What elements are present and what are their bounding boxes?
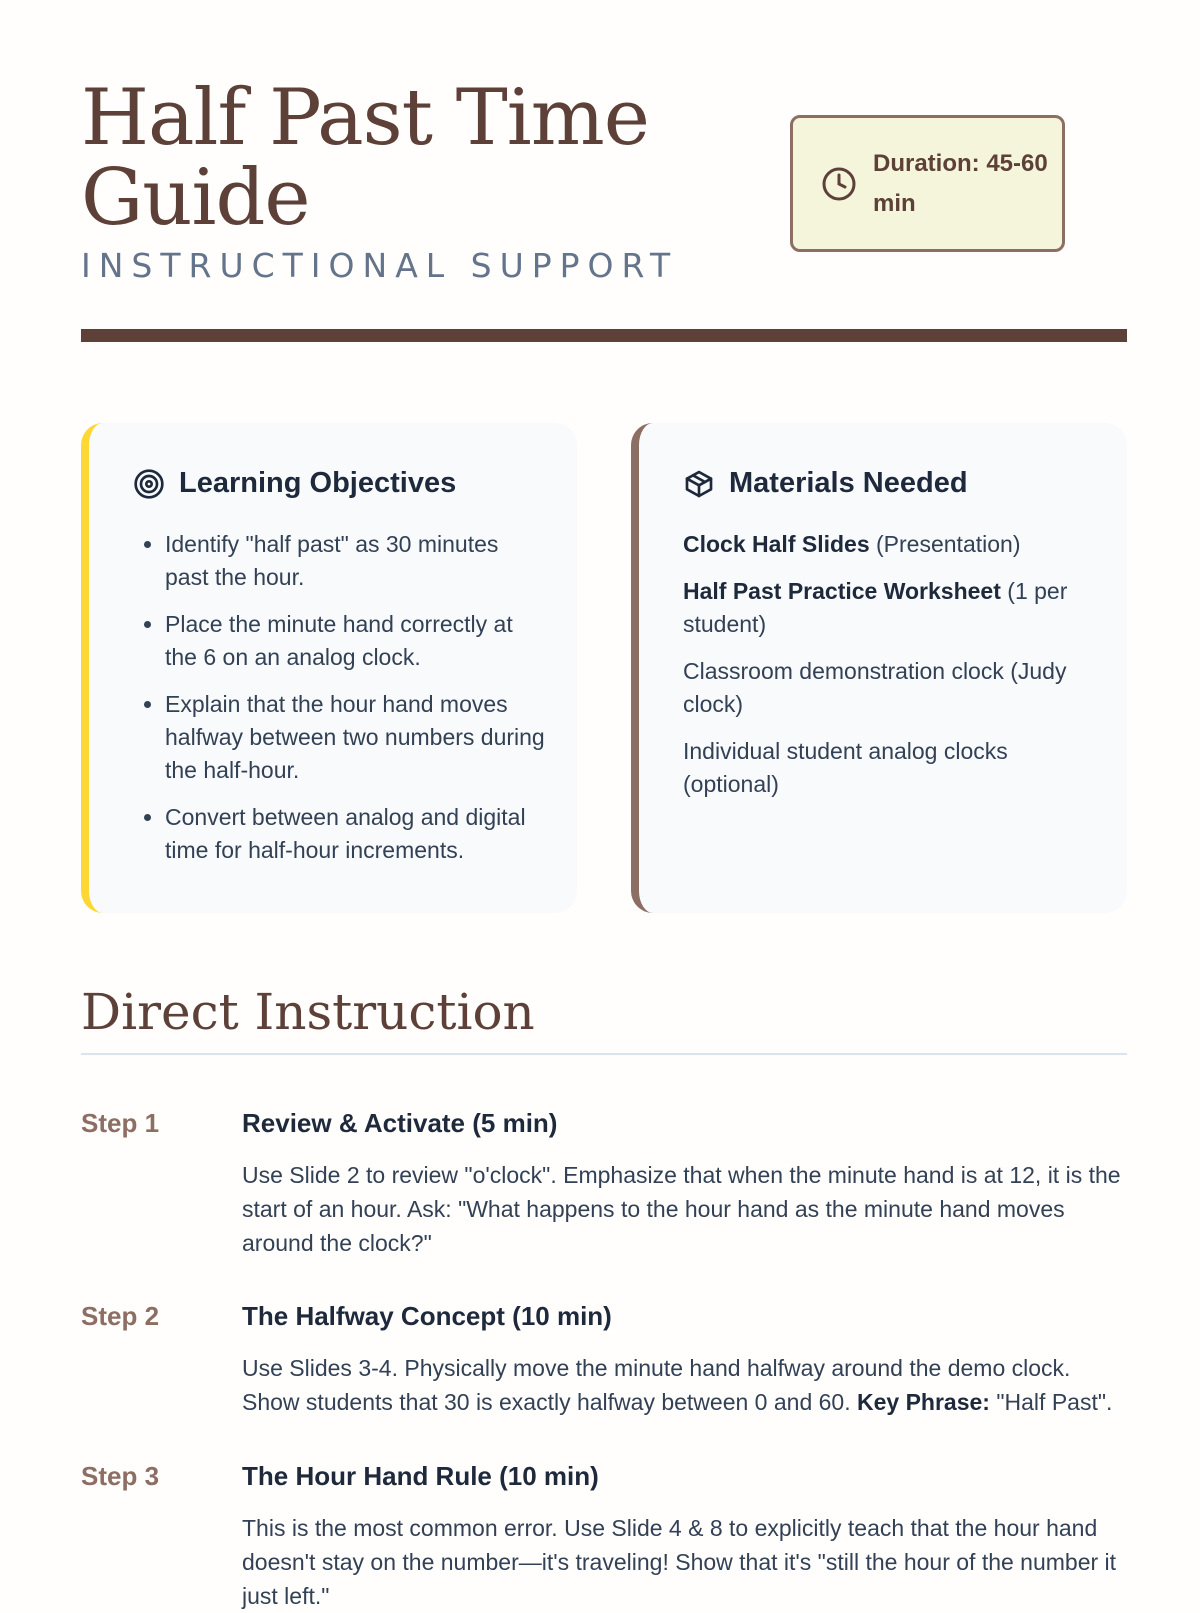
objective-item: • Explain that the hour hand moves halfway between two numbers during the half-hour. (165, 688, 547, 787)
objectives-list (133, 528, 547, 867)
material-item-detail: Classroom demonstration clock (Judy clock) (683, 658, 1067, 717)
step-key-text: "Half Past". (989, 1389, 1113, 1415)
direct-instruction-heading: Direct Instruction (81, 983, 535, 1041)
step-description (242, 1511, 1127, 1613)
objective-item: • Identify "half past" as 30 minutes past the hour. (165, 528, 547, 594)
objective-item: • Convert between analog and digital time for half-hour increments. (165, 801, 547, 867)
objective-item: • Place the minute hand correctly at the 6 on an analog clock. (165, 608, 547, 674)
step-label: Step 3 (81, 1461, 160, 1491)
step-label: Step 2 (81, 1301, 160, 1331)
target-icon (133, 468, 165, 500)
step-title: The Halfway Concept (10 min) (242, 1301, 612, 1331)
objectives-title: Learning Objectives (179, 467, 457, 499)
material-item-detail: (1 per student) (683, 578, 1068, 637)
page-subtitle: INSTRUCTIONAL SUPPORT (81, 246, 679, 285)
material-item (683, 655, 1097, 721)
material-item-name: Half Past Practice Worksheet (683, 578, 1001, 604)
step-title: Review & Activate (5 min) (242, 1108, 558, 1138)
materials-title: Materials Needed (729, 467, 968, 499)
material-item (683, 575, 1097, 641)
step-title: The Hour Hand Rule (10 min) (242, 1461, 599, 1491)
duration-badge (790, 115, 1065, 252)
page-header (81, 0, 1127, 343)
material-item-detail: (Presentation) (869, 531, 1021, 557)
header-divider (81, 329, 1127, 342)
materials-card-header (683, 467, 1097, 500)
step-description (242, 1351, 1127, 1419)
objectives-card-header (133, 467, 547, 500)
step-description (242, 1158, 1127, 1260)
step-text: This is the most common error. Use Slide 4 & 8 to explicitly teach that the hour hand doesn't stay on the number—it's traveling! Show that it's "still the hour of the number it just left." (242, 1515, 1117, 1609)
material-item-detail: Individual student analog clocks (optional) (683, 738, 1008, 797)
materials-card (631, 423, 1127, 913)
material-item (683, 528, 1097, 561)
step-text: Use Slide 2 to review "o'clock". Emphasize that when the minute hand is at 12, it is the start of an hour. Ask: "What happens to the hour hand as the minute hand moves around the clock?" (242, 1162, 1121, 1256)
step-key-label: Key Phrase: (857, 1389, 990, 1415)
step-label: Step 1 (81, 1108, 160, 1138)
section-divider (81, 1053, 1127, 1055)
lesson-page (81, 0, 1127, 1609)
material-item-name: Clock Half Slides (683, 531, 870, 557)
objectives-card (81, 423, 577, 913)
overview-cards (81, 423, 1127, 913)
page-title: Half Past Time Guide (81, 73, 649, 243)
clock-icon (821, 166, 857, 202)
material-item (683, 735, 1097, 801)
duration-text: Duration: 45-60 min (873, 149, 1048, 217)
box-icon (683, 468, 715, 500)
step-text: Use Slides 3-4. Physically move the minute hand halfway around the demo clock. Show students that 30 is exactly halfway between 0 and 60. (242, 1355, 1071, 1415)
